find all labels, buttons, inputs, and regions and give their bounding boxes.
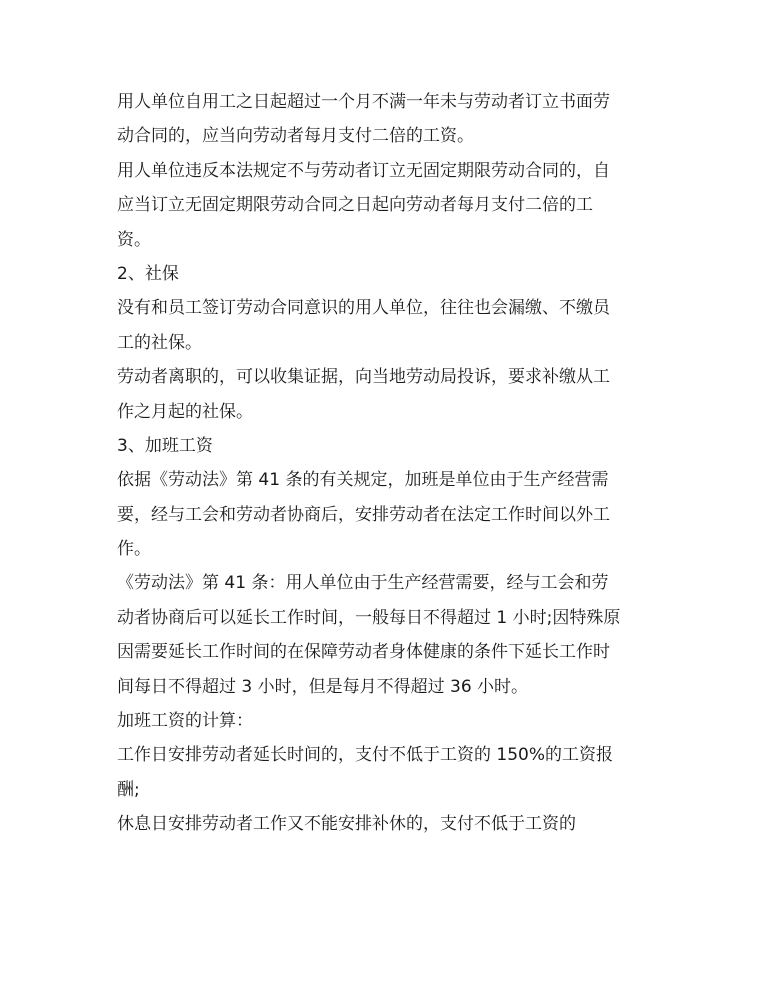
paragraph-double-wage-no-contract	[117, 85, 657, 154]
text-line: 没有和员工签订劳动合同意识的用人单位，往往也会漏缴、不缴员	[117, 298, 610, 319]
text-line: 作。	[117, 539, 151, 560]
section-heading-social-insurance	[117, 257, 657, 291]
text-line: 应当订立无固定期限劳动合同之日起向劳动者每月支付二倍的工	[117, 195, 593, 216]
text-line: 因需要延长工作时间的在保障劳动者身体健康的条件下延长工作时	[117, 642, 610, 663]
text-line: 休息日安排劳动者工作又不能安排补休的，支付不低于工资的	[117, 814, 576, 835]
text-line: 工作日安排劳动者延长时间的，支付不低于工资的 150%的工资报	[117, 745, 614, 766]
text-line: 2、社保	[117, 263, 179, 284]
section-heading-overtime-pay	[117, 429, 657, 463]
text-line: 劳动者离职的，可以收集证据，向当地劳动局投诉，要求补缴从工	[117, 367, 610, 388]
text-line: 作之月起的社保。	[117, 401, 253, 422]
text-line: 资。	[117, 229, 151, 250]
text-line: 依据《劳动法》第 41 条的有关规定，加班是单位由于生产经营需	[117, 470, 609, 491]
text-line: 工的社保。	[117, 332, 202, 353]
text-line: 加班工资的计算：	[117, 711, 253, 732]
document-body	[117, 85, 657, 842]
paragraph-labor-law-article-41	[117, 566, 657, 704]
paragraph-social-insurance-complaint	[117, 360, 657, 429]
text-line: 3、加班工资	[117, 435, 213, 456]
paragraph-rest-day-overtime	[117, 807, 657, 841]
text-line: 用人单位违反本法规定不与劳动者订立无固定期限劳动合同的，自	[117, 160, 610, 181]
text-line: 《劳动法》第 41 条：用人单位由于生产经营需要，经与工会和劳	[117, 573, 609, 594]
subheading-overtime-calculation	[117, 704, 657, 738]
text-line: 酬;	[117, 779, 140, 800]
text-line: 用人单位自用工之日起超过一个月不满一年未与劳动者订立书面劳	[117, 92, 610, 112]
paragraph-double-wage-open-term	[117, 154, 657, 257]
paragraph-social-insurance-missing	[117, 291, 657, 360]
text-line: 动合同的，应当向劳动者每月支付二倍的工资。	[117, 126, 474, 147]
paragraph-overtime-basis	[117, 463, 657, 566]
text-line: 要，经与工会和劳动者协商后，安排劳动者在法定工作时间以外工	[117, 504, 610, 525]
text-line: 间每日不得超过 3 小时，但是每月不得超过 36 小时。	[117, 676, 529, 697]
text-line: 动者协商后可以延长工作时间，一般每日不得超过 1 小时;因特殊原	[117, 607, 621, 628]
paragraph-workday-overtime	[117, 738, 657, 807]
